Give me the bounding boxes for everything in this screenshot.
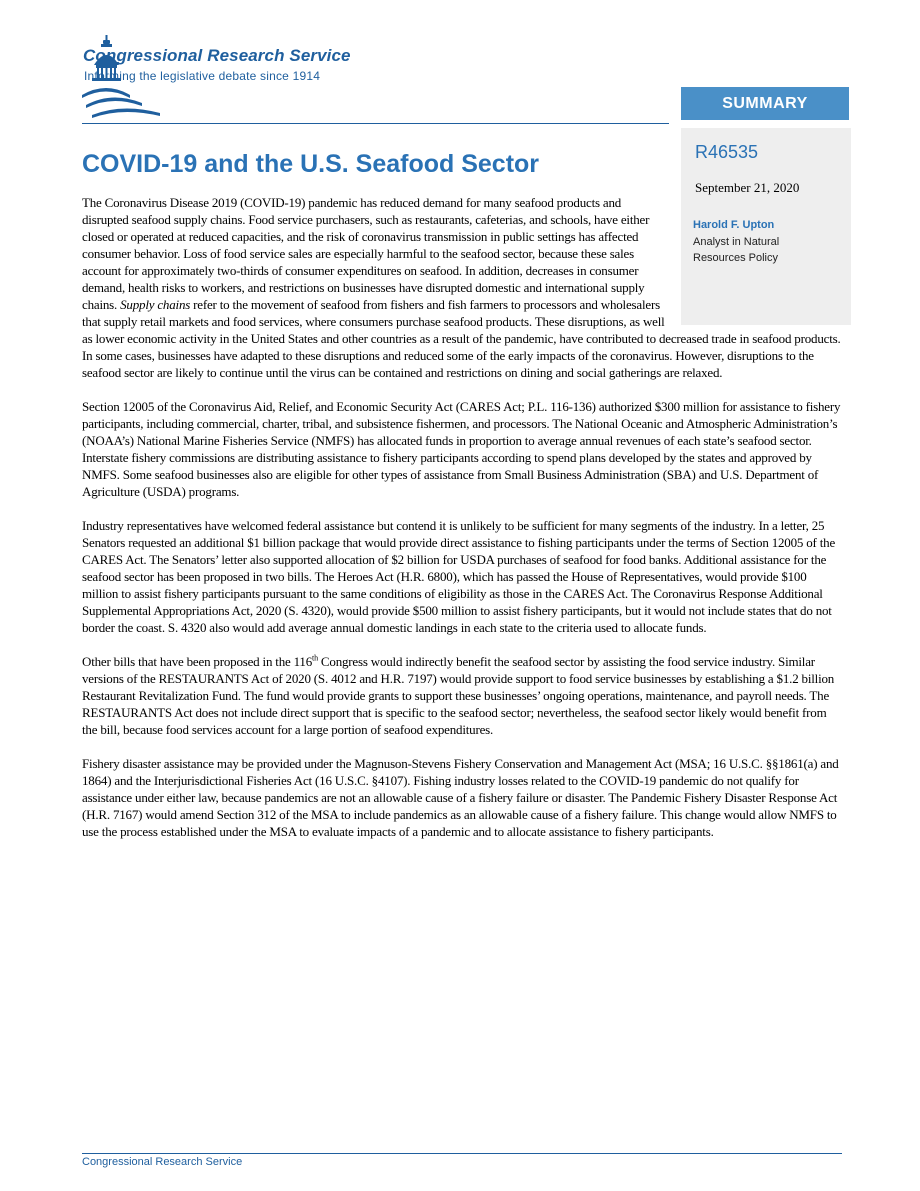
paragraph-1: The Coronavirus Disease 2019 (COVID-19) pandemic has reduced demand for many seafood products and disrupted seafood supply chains. Food service purchasers, such as restaurants, cafeterias, and schools, have either closed or operated at reduced capacities, and the risk of coronavirus transmission in public settings has affected consumer behavior. Loss of food service sales are especially harmful to the seafood sector, because these sales account for approximately two-thirds of consumer expenditures on seafood. In addition, decreases in consumer demand, health risks to workers, and restrictions on businesses have disrupted domestic and international supply chains. Supply chains refer to the movement of seafood from fishers and fish farmers to processors and wholesalers that supply retail markets and food services, where consumers purchase seafood products. These disruptions, as well as lower economic activity in the United States and other countries as a result of the pandemic, have contributed to decreased trade in seafood products. In some cases, businesses have adapted to these disruptions and reduced some of the early impacts of the coronavirus. However, disruptions to the seafood sector are likely to continue until the virus can be contained and restrictions on dining and social gatherings are relaxed. — [82, 195, 841, 380]
report-title: COVID-19 and the U.S. Seafood Sector — [82, 150, 540, 178]
header-divider — [82, 123, 669, 124]
org-tagline: Informing the legislative debate since 1914 — [84, 69, 321, 83]
paragraph-5: Fishery disaster assistance may be provided under the Magnuson-Stevens Fishery Conservation and Management Act (MSA; 16 U.S.C. §§1861(a) and 1864) and the Interjurisdictional Fisheries Act (16 U.S.C. §4107). Fishing industry losses related to the COVID-19 pandemic do not qualify for assistance under either law, because pandemics are not an allowable cause of a fishery failure or disaster. The Pandemic Fishery Disaster Response Act (H.R. 7167) would amend Section 312 of the MSA to include pandemics as an allowable cause of a fishery failure. This change would allow NMFS to use the process established under the MSA to evaluate impacts of a pandemic and to allocate assistance to fishery participants. — [82, 756, 839, 839]
footer-text: Congressional Research Service — [82, 1156, 243, 1168]
summary-heading: SUMMARY — [681, 87, 849, 120]
paragraph-3: Industry representatives have welcomed federal assistance but contend it is unlikely to be sufficient for many segments of the industry. In a letter, 25 Senators requested an additional $1 billion package that would provide direct assistance to fishing participants under the terms of Section 12005 of the CARES Act. The Senators’ letter also supported allocation of $2 billion for USDA purchases of seafood for food banks. Additional assistance for the seafood sector has been proposed in two bills. The Heroes Act (H.R. 6800), which has passed the House of Representatives, would provide $100 million to assist fishery participants pursuant to the same conditions of eligibility as those in the CARES Act. The Coronavirus Response Additional Supplemental Appropriations Act, 2020 (S. 4320), would provide $500 million to assist fishery participants, but it would not include states that do not border the coast. S. 4320 also would add average annual domestic landings in each state to the criteria used to allocate funds. — [82, 518, 836, 635]
author-title: Analyst in Natural Resources Policy — [693, 236, 780, 264]
report-date: September 21, 2020 — [695, 180, 800, 195]
sidebar-spacer — [670, 194, 842, 328]
org-name: Congressional Research Service — [83, 46, 351, 65]
paragraph-4: Other bills that have been proposed in the 116th Congress would indirectly benefit the seafood sector by assisting the food service industry. Similar versions of the RESTAURANTS Act of 2020 (S. 4012 and H.R. 7197) would provide support to food service businesses by establishing a $1.2 billion Restaurant Revitalization Fund. The fund would provide grants to support these businesses’ ongoing operations, maintenance, and payroll needs. The RESTAURANTS Act does not include direct support that is specific to the seafood sector; nevertheless, the seafood sector likely would benefit from the bill, because food services account for a large portion of seafood expenditures. — [82, 653, 835, 737]
footer-divider — [82, 1153, 842, 1154]
paragraph-2: Section 12005 of the Coronavirus Aid, Relief, and Economic Security Act (CARES Act; P.L. 116-136) authorized $300 million for assistance to fishery participants, including commercial, charter, tribal, and subsistence fishermen, and processors. The National Oceanic and Atmospheric Administration’s (NOAA’s) National Marine Fisheries Service (NMFS) has allocated funds in proportion to average annual revenues of each state’s seafood sector. Interstate fishery commissions are distributing assistance to fishery participants according to spend plans developed by the states and approved by NMFS. Some seafood businesses also are eligible for other types of assistance from Small Business Administration (SBA) and U.S. Department of Agriculture (USDA) programs. — [82, 399, 841, 499]
author-name: Harold F. Upton — [693, 219, 775, 231]
report-id: R46535 — [695, 142, 759, 162]
summary-body — [82, 194, 842, 857]
